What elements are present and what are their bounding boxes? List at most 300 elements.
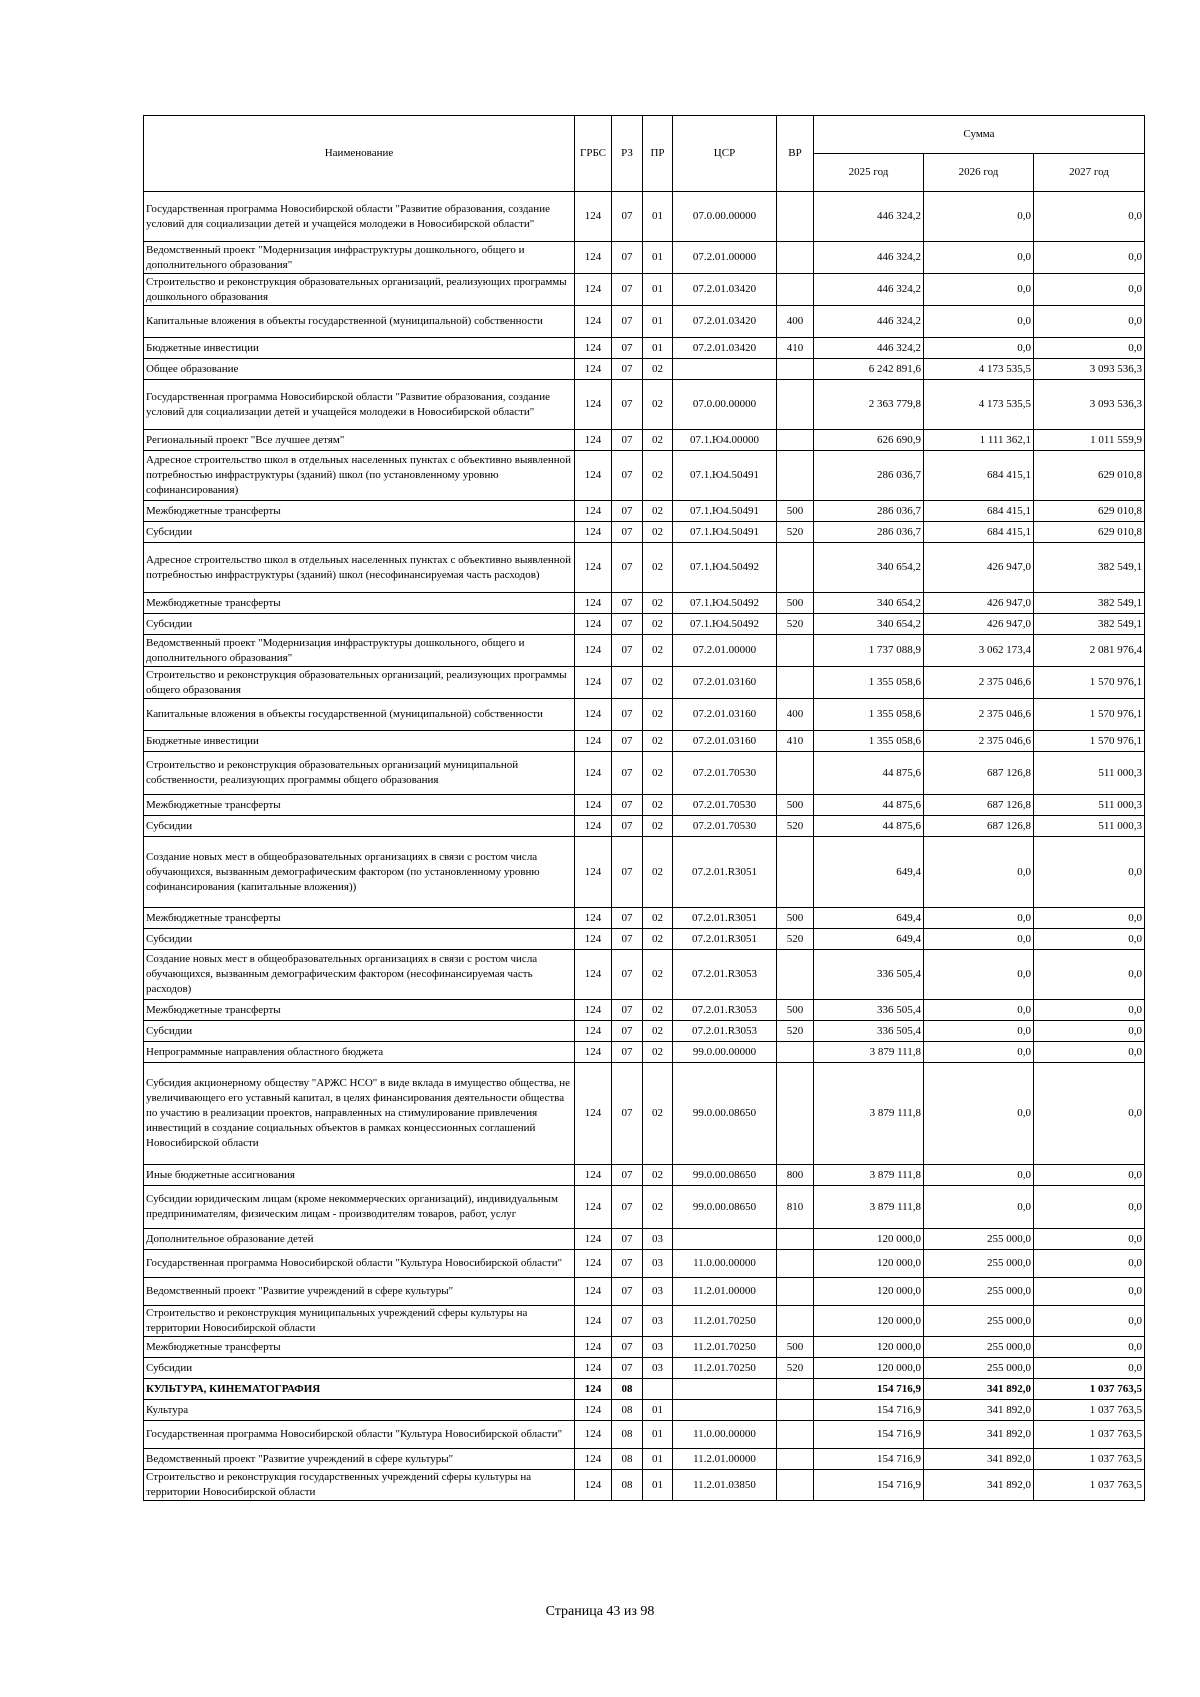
row-csr: 07.0.00.00000 — [673, 192, 777, 242]
table-row — [144, 816, 1145, 837]
table-row — [144, 1278, 1145, 1306]
row-pr: 02 — [643, 1063, 673, 1165]
row-sum-2027: 629 010,8 — [1034, 451, 1145, 501]
row-name: Субсидии — [144, 614, 575, 635]
row-sum-2025: 120 000,0 — [814, 1250, 924, 1278]
row-sum-2027: 1 037 763,5 — [1034, 1449, 1145, 1470]
row-csr: 07.2.01.70530 — [673, 752, 777, 795]
row-rz: 07 — [612, 1186, 643, 1229]
row-rz: 07 — [612, 1337, 643, 1358]
row-sum-2026: 0,0 — [924, 338, 1034, 359]
header-pr: ПР — [643, 116, 673, 192]
row-vr — [777, 635, 814, 667]
row-pr: 01 — [643, 242, 673, 274]
row-name: Строительство и реконструкция муниципальных учреждений сферы культуры на территории Новосибирской области — [144, 1306, 575, 1337]
row-name: Адресное строительство школ в отдельных населенных пунктах с объективно выявленной потребностью инфраструктуры (зданий) школ (по установленному уровню софинансирования) — [144, 451, 575, 501]
row-sum-2027: 0,0 — [1034, 1358, 1145, 1379]
row-sum-2027: 1 037 763,5 — [1034, 1470, 1145, 1501]
row-csr: 11.2.01.03850 — [673, 1470, 777, 1501]
row-vr: 520 — [777, 522, 814, 543]
row-sum-2027: 3 093 536,3 — [1034, 380, 1145, 430]
row-grbs: 124 — [575, 950, 612, 1000]
row-pr: 02 — [643, 1000, 673, 1021]
row-sum-2026: 0,0 — [924, 306, 1034, 338]
row-pr: 01 — [643, 1400, 673, 1421]
row-sum-2026: 1 111 362,1 — [924, 430, 1034, 451]
row-vr: 500 — [777, 795, 814, 816]
row-pr: 02 — [643, 635, 673, 667]
row-sum-2026: 0,0 — [924, 1000, 1034, 1021]
table-row — [144, 1229, 1145, 1250]
row-name: Создание новых мест в общеобразовательных организациях в связи с ростом числа обучающихся, вызванным демографическим фактором (несофинансируемая часть расходов) — [144, 950, 575, 1000]
row-sum-2025: 649,4 — [814, 929, 924, 950]
row-grbs: 124 — [575, 306, 612, 338]
row-sum-2027: 0,0 — [1034, 1337, 1145, 1358]
row-sum-2025: 1 355 058,6 — [814, 699, 924, 731]
table-row — [144, 908, 1145, 929]
row-vr — [777, 430, 814, 451]
row-pr — [643, 1379, 673, 1400]
row-csr — [673, 1229, 777, 1250]
row-vr — [777, 837, 814, 908]
row-name: Ведомственный проект "Развитие учреждений в сфере культуры" — [144, 1278, 575, 1306]
header-year-2025: 2025 год — [814, 154, 924, 192]
row-vr — [777, 192, 814, 242]
row-vr: 500 — [777, 501, 814, 522]
row-csr: 99.0.00.08650 — [673, 1063, 777, 1165]
row-sum-2026: 255 000,0 — [924, 1306, 1034, 1337]
row-sum-2025: 44 875,6 — [814, 816, 924, 837]
row-csr: 07.1.Ю4.00000 — [673, 430, 777, 451]
row-rz: 07 — [612, 1278, 643, 1306]
row-pr: 01 — [643, 1421, 673, 1449]
row-grbs: 124 — [575, 543, 612, 593]
row-sum-2025: 286 036,7 — [814, 451, 924, 501]
row-vr — [777, 1063, 814, 1165]
row-vr: 410 — [777, 338, 814, 359]
row-pr: 02 — [643, 929, 673, 950]
row-pr: 02 — [643, 699, 673, 731]
row-csr: 99.0.00.08650 — [673, 1165, 777, 1186]
page-number: Страница 43 из 98 — [545, 1604, 655, 1619]
row-sum-2026: 687 126,8 — [924, 795, 1034, 816]
row-grbs: 124 — [575, 1021, 612, 1042]
budget-table — [143, 115, 1145, 1501]
row-vr — [777, 1306, 814, 1337]
row-sum-2027: 0,0 — [1034, 1165, 1145, 1186]
table-body — [144, 192, 1145, 1501]
row-grbs: 124 — [575, 1358, 612, 1379]
row-grbs: 124 — [575, 430, 612, 451]
row-pr: 02 — [643, 1165, 673, 1186]
row-grbs: 124 — [575, 1306, 612, 1337]
row-sum-2025: 446 324,2 — [814, 242, 924, 274]
row-name: Строительство и реконструкция образовательных организаций, реализующих программы общего образования — [144, 667, 575, 699]
row-sum-2026: 0,0 — [924, 950, 1034, 1000]
row-rz: 07 — [612, 501, 643, 522]
row-csr: 07.2.01.70530 — [673, 795, 777, 816]
row-sum-2027: 0,0 — [1034, 908, 1145, 929]
row-grbs: 124 — [575, 752, 612, 795]
table-row — [144, 306, 1145, 338]
row-sum-2025: 446 324,2 — [814, 274, 924, 306]
row-rz: 07 — [612, 1042, 643, 1063]
row-csr: 99.0.00.08650 — [673, 1186, 777, 1229]
row-pr: 03 — [643, 1358, 673, 1379]
row-name: Иные бюджетные ассигнования — [144, 1165, 575, 1186]
row-rz: 08 — [612, 1400, 643, 1421]
row-pr: 02 — [643, 908, 673, 929]
table-row — [144, 1400, 1145, 1421]
row-name: Субсидии — [144, 522, 575, 543]
table-row — [144, 192, 1145, 242]
row-grbs: 124 — [575, 1063, 612, 1165]
row-vr: 400 — [777, 306, 814, 338]
row-sum-2025: 340 654,2 — [814, 593, 924, 614]
row-vr — [777, 543, 814, 593]
row-grbs: 124 — [575, 699, 612, 731]
row-sum-2027: 0,0 — [1034, 338, 1145, 359]
row-name: Капитальные вложения в объекты государственной (муниципальной) собственности — [144, 699, 575, 731]
row-sum-2026: 0,0 — [924, 1042, 1034, 1063]
row-sum-2027: 0,0 — [1034, 929, 1145, 950]
row-csr: 07.2.01.R3051 — [673, 929, 777, 950]
row-name: Субсидии — [144, 1358, 575, 1379]
row-sum-2025: 336 505,4 — [814, 1000, 924, 1021]
header-csr: ЦСР — [673, 116, 777, 192]
row-pr: 02 — [643, 451, 673, 501]
row-grbs: 124 — [575, 635, 612, 667]
row-grbs: 124 — [575, 1379, 612, 1400]
row-rz: 07 — [612, 1165, 643, 1186]
row-sum-2025: 2 363 779,8 — [814, 380, 924, 430]
row-sum-2027: 0,0 — [1034, 1186, 1145, 1229]
row-rz: 07 — [612, 380, 643, 430]
table-row — [144, 543, 1145, 593]
table-row — [144, 242, 1145, 274]
table-row — [144, 752, 1145, 795]
row-sum-2025: 3 879 111,8 — [814, 1042, 924, 1063]
row-sum-2027: 0,0 — [1034, 837, 1145, 908]
row-rz: 07 — [612, 699, 643, 731]
row-sum-2026: 3 062 173,4 — [924, 635, 1034, 667]
row-name: Капитальные вложения в объекты государственной (муниципальной) собственности — [144, 306, 575, 338]
table-row — [144, 929, 1145, 950]
table-row — [144, 837, 1145, 908]
row-name: Субсидии — [144, 816, 575, 837]
table-row — [144, 593, 1145, 614]
row-sum-2027: 3 093 536,3 — [1034, 359, 1145, 380]
row-sum-2026: 2 375 046,6 — [924, 667, 1034, 699]
row-pr: 03 — [643, 1306, 673, 1337]
row-name: Субсидии юридическим лицам (кроме некоммерческих организаций), индивидуальным предпринимателям, физическим лицам - производителям товаров, работ, услуг — [144, 1186, 575, 1229]
row-name: Межбюджетные трансферты — [144, 908, 575, 929]
row-sum-2026: 0,0 — [924, 192, 1034, 242]
row-vr — [777, 242, 814, 274]
row-csr: 07.1.Ю4.50491 — [673, 501, 777, 522]
row-sum-2027: 0,0 — [1034, 950, 1145, 1000]
row-sum-2026: 255 000,0 — [924, 1337, 1034, 1358]
row-name: КУЛЬТУРА, КИНЕМАТОГРАФИЯ — [144, 1379, 575, 1400]
row-sum-2026: 0,0 — [924, 1186, 1034, 1229]
table-row — [144, 359, 1145, 380]
row-vr — [777, 950, 814, 1000]
table-row — [144, 1063, 1145, 1165]
row-csr: 11.2.01.70250 — [673, 1306, 777, 1337]
row-sum-2027: 1 570 976,1 — [1034, 731, 1145, 752]
row-sum-2025: 120 000,0 — [814, 1278, 924, 1306]
row-sum-2026: 0,0 — [924, 274, 1034, 306]
row-sum-2027: 629 010,8 — [1034, 501, 1145, 522]
table-row — [144, 950, 1145, 1000]
row-grbs: 124 — [575, 816, 612, 837]
row-rz: 07 — [612, 242, 643, 274]
row-sum-2026: 255 000,0 — [924, 1278, 1034, 1306]
row-sum-2025: 154 716,9 — [814, 1379, 924, 1400]
table-row — [144, 795, 1145, 816]
row-rz: 07 — [612, 1000, 643, 1021]
row-csr — [673, 1379, 777, 1400]
row-sum-2025: 446 324,2 — [814, 338, 924, 359]
row-csr: 07.2.01.R3053 — [673, 1021, 777, 1042]
row-rz: 07 — [612, 837, 643, 908]
row-rz: 07 — [612, 192, 643, 242]
row-sum-2026: 255 000,0 — [924, 1358, 1034, 1379]
row-name: Культура — [144, 1400, 575, 1421]
row-sum-2026: 426 947,0 — [924, 593, 1034, 614]
row-rz: 07 — [612, 635, 643, 667]
row-grbs: 124 — [575, 451, 612, 501]
row-sum-2026: 684 415,1 — [924, 501, 1034, 522]
row-pr: 01 — [643, 192, 673, 242]
row-grbs: 124 — [575, 359, 612, 380]
row-vr: 410 — [777, 731, 814, 752]
row-grbs: 124 — [575, 1470, 612, 1501]
row-rz: 07 — [612, 1358, 643, 1379]
row-csr: 07.2.01.00000 — [673, 635, 777, 667]
row-sum-2025: 154 716,9 — [814, 1421, 924, 1449]
row-rz: 07 — [612, 543, 643, 593]
row-sum-2027: 2 081 976,4 — [1034, 635, 1145, 667]
row-rz: 07 — [612, 593, 643, 614]
row-csr: 07.2.01.R3053 — [673, 950, 777, 1000]
table-row — [144, 699, 1145, 731]
row-sum-2027: 1 037 763,5 — [1034, 1379, 1145, 1400]
row-name: Межбюджетные трансферты — [144, 501, 575, 522]
row-vr: 520 — [777, 816, 814, 837]
row-sum-2027: 0,0 — [1034, 1250, 1145, 1278]
row-csr — [673, 359, 777, 380]
row-sum-2026: 341 892,0 — [924, 1449, 1034, 1470]
row-sum-2026: 0,0 — [924, 242, 1034, 274]
row-sum-2025: 286 036,7 — [814, 501, 924, 522]
row-csr — [673, 1400, 777, 1421]
row-rz: 07 — [612, 667, 643, 699]
row-rz: 07 — [612, 306, 643, 338]
row-sum-2027: 382 549,1 — [1034, 593, 1145, 614]
row-sum-2026: 341 892,0 — [924, 1470, 1034, 1501]
row-pr: 02 — [643, 1186, 673, 1229]
row-grbs: 124 — [575, 1421, 612, 1449]
row-vr — [777, 1278, 814, 1306]
row-grbs: 124 — [575, 522, 612, 543]
row-grbs: 124 — [575, 1278, 612, 1306]
row-pr: 02 — [643, 380, 673, 430]
row-grbs: 124 — [575, 908, 612, 929]
row-sum-2026: 0,0 — [924, 1021, 1034, 1042]
row-vr — [777, 1379, 814, 1400]
row-sum-2026: 2 375 046,6 — [924, 731, 1034, 752]
row-sum-2026: 341 892,0 — [924, 1400, 1034, 1421]
row-sum-2027: 0,0 — [1034, 274, 1145, 306]
row-sum-2026: 426 947,0 — [924, 543, 1034, 593]
row-vr — [777, 1449, 814, 1470]
row-sum-2025: 120 000,0 — [814, 1358, 924, 1379]
row-rz: 07 — [612, 908, 643, 929]
row-sum-2025: 340 654,2 — [814, 614, 924, 635]
row-sum-2026: 687 126,8 — [924, 816, 1034, 837]
row-csr: 07.0.00.00000 — [673, 380, 777, 430]
row-sum-2027: 0,0 — [1034, 306, 1145, 338]
row-name: Бюджетные инвестиции — [144, 338, 575, 359]
row-pr: 02 — [643, 752, 673, 795]
row-vr — [777, 1400, 814, 1421]
row-sum-2025: 3 879 111,8 — [814, 1186, 924, 1229]
row-grbs: 124 — [575, 1449, 612, 1470]
row-sum-2026: 687 126,8 — [924, 752, 1034, 795]
row-vr — [777, 752, 814, 795]
row-name: Ведомственный проект "Развитие учреждений в сфере культуры" — [144, 1449, 575, 1470]
row-name: Адресное строительство школ в отдельных населенных пунктах с объективно выявленной потребностью инфраструктуры (зданий) школ (несофинансируемая часть расходов) — [144, 543, 575, 593]
row-pr: 01 — [643, 274, 673, 306]
row-sum-2025: 120 000,0 — [814, 1229, 924, 1250]
row-pr: 02 — [643, 522, 673, 543]
row-pr: 02 — [643, 1021, 673, 1042]
row-name: Межбюджетные трансферты — [144, 795, 575, 816]
row-sum-2025: 154 716,9 — [814, 1470, 924, 1501]
table-row — [144, 614, 1145, 635]
row-sum-2027: 511 000,3 — [1034, 795, 1145, 816]
row-csr: 99.0.00.00000 — [673, 1042, 777, 1063]
row-rz: 07 — [612, 338, 643, 359]
row-vr — [777, 1229, 814, 1250]
row-grbs: 124 — [575, 929, 612, 950]
row-rz: 07 — [612, 1306, 643, 1337]
row-pr: 02 — [643, 593, 673, 614]
row-sum-2027: 511 000,3 — [1034, 816, 1145, 837]
row-sum-2027: 1 037 763,5 — [1034, 1400, 1145, 1421]
row-name: Региональный проект "Все лучшее детям" — [144, 430, 575, 451]
row-rz: 07 — [612, 1229, 643, 1250]
row-sum-2025: 446 324,2 — [814, 192, 924, 242]
row-rz: 07 — [612, 731, 643, 752]
row-grbs: 124 — [575, 1400, 612, 1421]
row-sum-2027: 1 037 763,5 — [1034, 1421, 1145, 1449]
table-row — [144, 274, 1145, 306]
row-vr: 500 — [777, 1337, 814, 1358]
row-rz: 07 — [612, 1021, 643, 1042]
table-row — [144, 1470, 1145, 1501]
row-sum-2025: 120 000,0 — [814, 1337, 924, 1358]
row-pr: 03 — [643, 1229, 673, 1250]
row-name: Строительство и реконструкция образовательных организаций муниципальной собственности, реализующих программы общего образования — [144, 752, 575, 795]
row-grbs: 124 — [575, 1186, 612, 1229]
row-sum-2026: 341 892,0 — [924, 1421, 1034, 1449]
row-sum-2025: 154 716,9 — [814, 1400, 924, 1421]
row-name: Строительство и реконструкция государственных учреждений сферы культуры на территории Новосибирской области — [144, 1470, 575, 1501]
row-grbs: 124 — [575, 1229, 612, 1250]
row-pr: 02 — [643, 430, 673, 451]
row-sum-2026: 4 173 535,5 — [924, 380, 1034, 430]
row-vr: 810 — [777, 1186, 814, 1229]
row-pr: 02 — [643, 667, 673, 699]
table-row — [144, 1358, 1145, 1379]
row-vr — [777, 274, 814, 306]
row-pr: 02 — [643, 837, 673, 908]
table-row — [144, 1021, 1145, 1042]
row-csr: 11.2.01.00000 — [673, 1449, 777, 1470]
table-row — [144, 635, 1145, 667]
row-pr: 02 — [643, 359, 673, 380]
row-rz: 08 — [612, 1379, 643, 1400]
row-grbs: 124 — [575, 1250, 612, 1278]
row-grbs: 124 — [575, 731, 612, 752]
row-sum-2025: 120 000,0 — [814, 1306, 924, 1337]
row-csr: 07.2.01.R3053 — [673, 1000, 777, 1021]
row-vr — [777, 359, 814, 380]
header-year-2027: 2027 год — [1034, 154, 1145, 192]
row-csr: 11.2.01.70250 — [673, 1337, 777, 1358]
row-csr: 11.2.01.70250 — [673, 1358, 777, 1379]
row-grbs: 124 — [575, 795, 612, 816]
row-vr: 500 — [777, 1000, 814, 1021]
row-sum-2027: 629 010,8 — [1034, 522, 1145, 543]
row-sum-2025: 1 355 058,6 — [814, 667, 924, 699]
row-sum-2027: 0,0 — [1034, 1063, 1145, 1165]
row-grbs: 124 — [575, 614, 612, 635]
row-name: Общее образование — [144, 359, 575, 380]
row-grbs: 124 — [575, 1000, 612, 1021]
row-pr: 01 — [643, 306, 673, 338]
row-sum-2026: 255 000,0 — [924, 1250, 1034, 1278]
row-grbs: 124 — [575, 1165, 612, 1186]
row-name: Субсидии — [144, 929, 575, 950]
row-rz: 08 — [612, 1421, 643, 1449]
table-row — [144, 1042, 1145, 1063]
row-sum-2025: 336 505,4 — [814, 950, 924, 1000]
row-sum-2026: 684 415,1 — [924, 451, 1034, 501]
row-csr: 07.2.01.03160 — [673, 699, 777, 731]
table-row — [144, 1337, 1145, 1358]
row-sum-2026: 4 173 535,5 — [924, 359, 1034, 380]
row-sum-2027: 382 549,1 — [1034, 543, 1145, 593]
row-csr: 07.2.01.03420 — [673, 274, 777, 306]
table-row — [144, 1165, 1145, 1186]
row-name: Государственная программа Новосибирской области "Развитие образования, создание условий для социализации детей и учащейся молодежи в Новосибирской области" — [144, 192, 575, 242]
table-row — [144, 430, 1145, 451]
row-vr — [777, 667, 814, 699]
row-sum-2027: 1 011 559,9 — [1034, 430, 1145, 451]
row-name: Ведомственный проект "Модернизация инфраструктуры дошкольного, общего и дополнительного образования" — [144, 635, 575, 667]
row-rz: 07 — [612, 614, 643, 635]
row-sum-2025: 336 505,4 — [814, 1021, 924, 1042]
row-pr: 02 — [643, 501, 673, 522]
row-rz: 07 — [612, 359, 643, 380]
row-name: Дополнительное образование детей — [144, 1229, 575, 1250]
row-vr — [777, 1042, 814, 1063]
row-sum-2026: 2 375 046,6 — [924, 699, 1034, 731]
table-row — [144, 1421, 1145, 1449]
